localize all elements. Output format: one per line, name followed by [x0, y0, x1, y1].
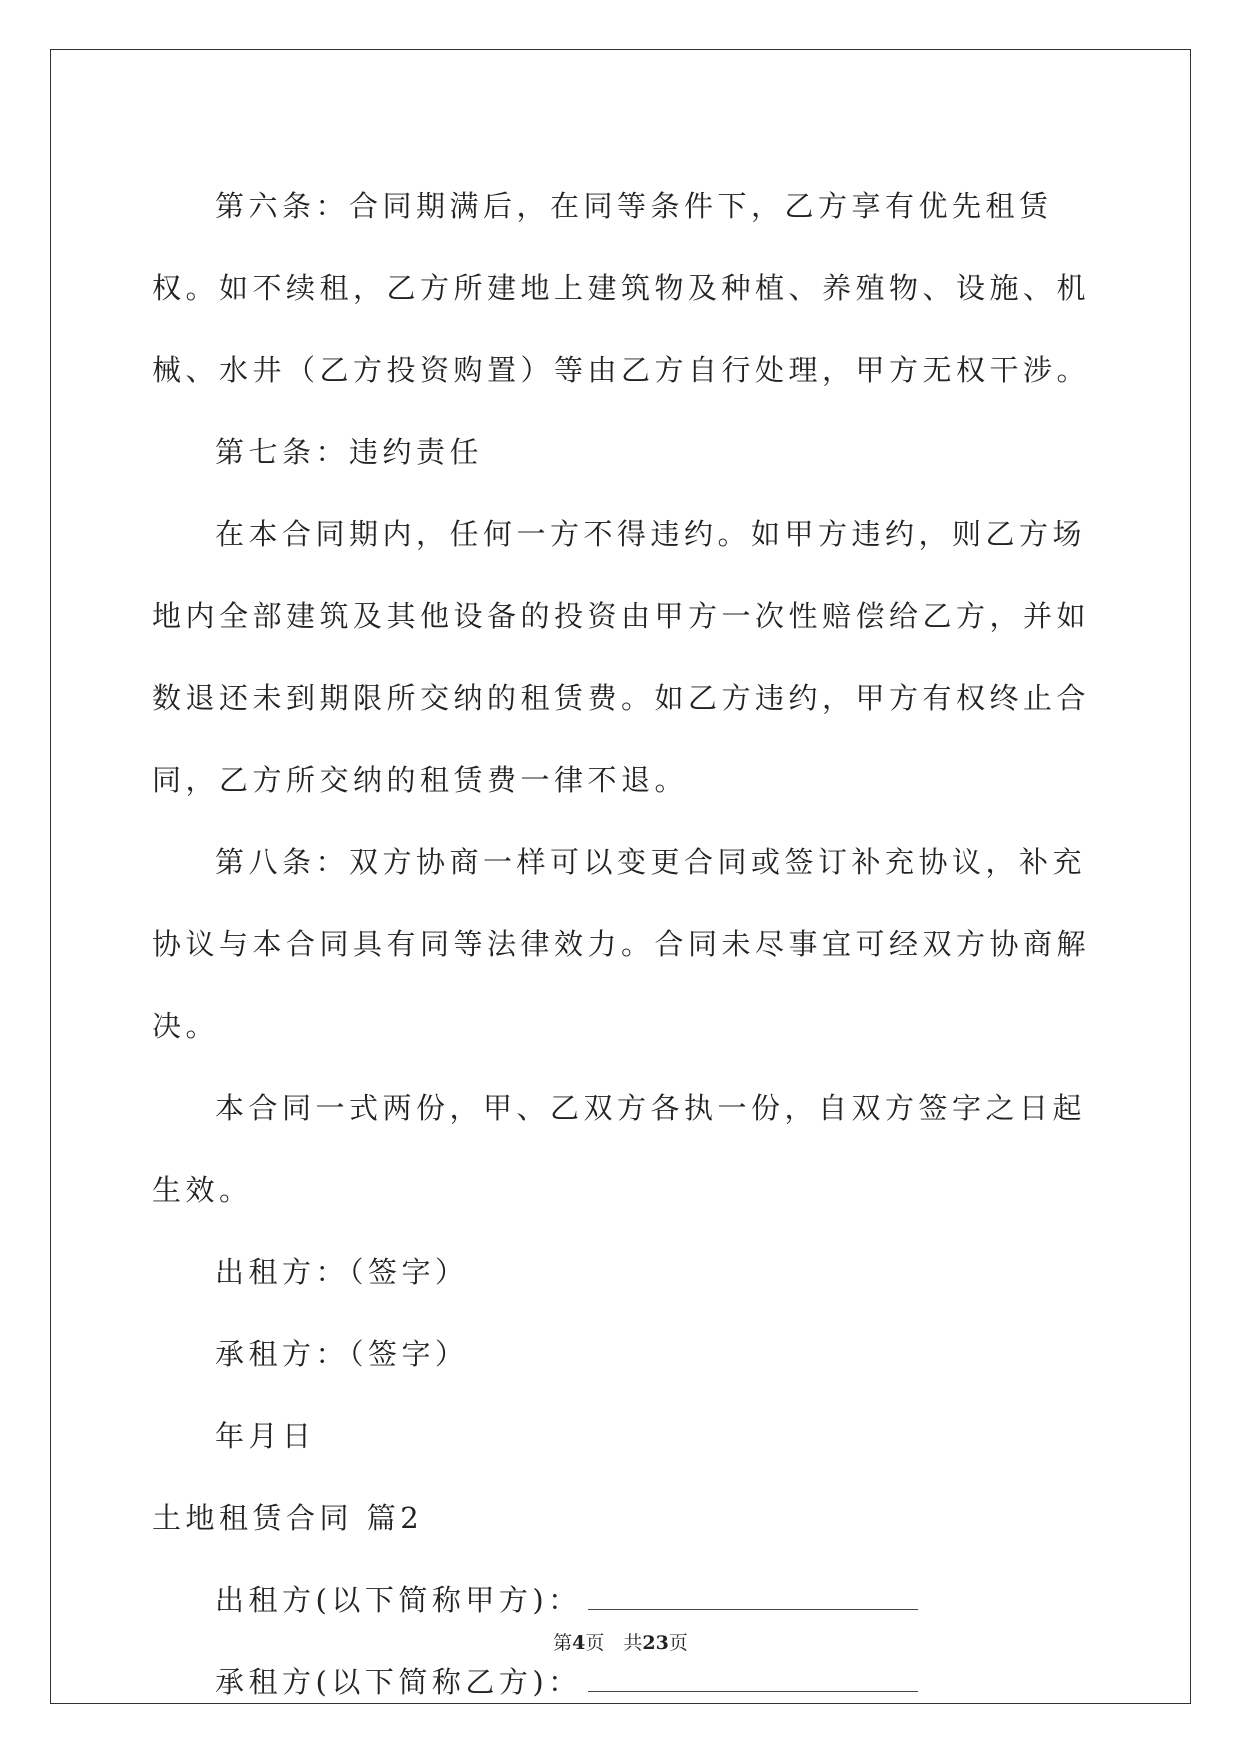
date-line: 年月日 [215, 1419, 316, 1453]
lessor-label: 出租方(以下简称甲方)： [215, 1583, 582, 1617]
article-8-paragraph: 第八条：双方协商一样可以变更合同或签订补充协议，补充协议与本合同具有同等法律效力。合同未尽事宜可经双方协商解决。 [152, 845, 1091, 1043]
lessor-signature-line: 出租方：（签字） [215, 1255, 469, 1289]
article-6-paragraph: 第六条：合同期满后，在同等条件下，乙方享有优先租赁权。如不续租，乙方所建地上建筑物及种植、养殖物、设施、机械、水井（乙方投资购置）等由乙方自行处理，甲方无权干涉。 [152, 189, 1091, 387]
lessee-signature-line: 承租方：（签字） [215, 1337, 469, 1371]
lessee-blank [588, 1669, 918, 1692]
page-footer [0, 1628, 1241, 1655]
footer-suffix: 页 [668, 1632, 688, 1654]
footer-prefix: 第 [553, 1632, 573, 1654]
copies-clause-paragraph: 本合同一式两份，甲、乙双方各执一份，自双方签字之日起生效。 [152, 1091, 1087, 1207]
breach-liability-paragraph: 在本合同期内，任何一方不得违约。如甲方违约，则乙方场地内全部建筑及其他设备的投资由甲方一次性赔偿给乙方，并如数退还未到期限所交纳的租赁费。如乙方违约，甲方有权终止合同，乙方所交纳的租赁费一律不退。 [152, 517, 1091, 797]
lessee-label: 承租方(以下简称乙方)： [215, 1665, 582, 1699]
section-heading: 土地租赁合同 篇2 [152, 1501, 424, 1535]
lessor-blank [588, 1587, 918, 1610]
footer-total-pages: 23 [642, 1632, 669, 1654]
article-7-heading: 第七条：违约责任 [215, 435, 484, 469]
footer-page-number: 4 [572, 1632, 586, 1654]
document-body [152, 165, 1102, 1723]
footer-mid: 页 共 [585, 1632, 643, 1654]
